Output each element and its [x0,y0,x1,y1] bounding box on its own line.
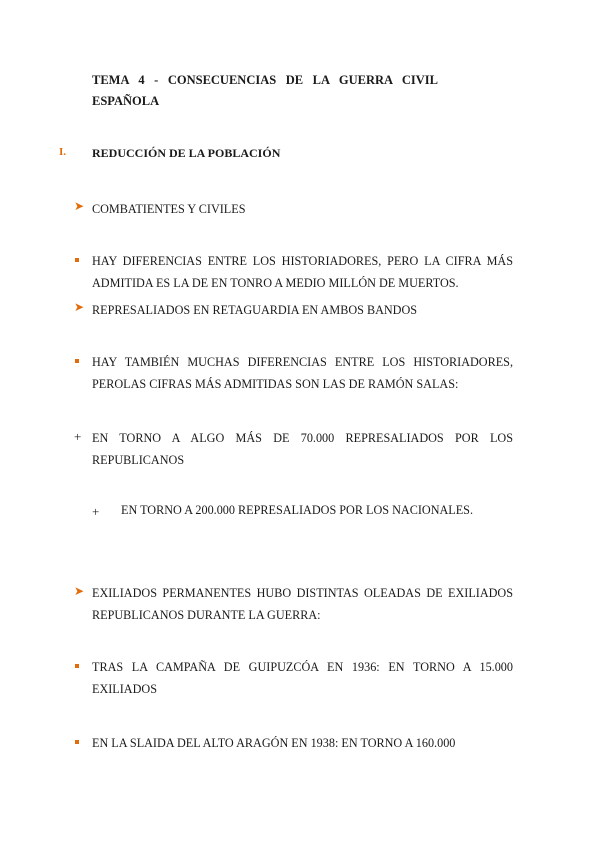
item-historiadores-1 [92,251,513,294]
document-title [92,70,452,112]
item-exiliados [92,583,513,626]
square-bullet-icon [75,664,79,668]
arrow-bullet-icon: ➤ [74,199,85,213]
item-alto-aragon: EN LA SLAIDA DEL ALTO ARAGÓN EN 1938: EN TORNO A 160.000 [92,736,456,750]
paragraph-line: REPUBLICANOS [92,452,185,467]
paragraph-line: HAY DIFERENCIAS ENTRE LOS HISTORIADORES, PERO LA CIFRA MÁS [92,254,513,268]
paragraph-line: REPUBLICANOS DURANTE LA GUERRA: [92,607,321,622]
square-bullet-icon [75,359,79,363]
item-guipuzcoa [92,657,513,700]
paragraph-line: HAY TAMBIÉN MUCHAS DIFERENCIAS ENTRE LOS HISTORIADORES, [92,355,513,369]
item-nacionales: EN TORNO A 200.000 REPRESALIADOS POR LOS NACIONALES. [121,503,474,517]
paragraph-line: EXILIADOS [92,681,157,696]
item-represaliados: REPRESALIADOS EN RETAGUARDIA EN AMBOS BANDOS [92,303,418,317]
paragraph-line: TRAS LA CAMPAÑA DE GUIPUZCÓA EN 1936: EN TORNO A 15.000 [92,660,513,674]
paragraph-line: PEROLAS CIFRAS MÁS ADMITIDAS SON LAS DE RAMÓN SALAS: [92,376,459,391]
section-heading: REDUCCIÓN DE LA POBLACIÓN [92,146,281,160]
title-line-1: TEMA 4 - CONSECUENCIAS DE LA GUERRA CIVIL [92,73,438,87]
item-combatientes: COMBATIENTES Y CIVILES [92,202,246,216]
item-republicanos [92,428,513,471]
square-bullet-icon [75,258,79,262]
paragraph-line: EN TORNO A ALGO MÁS DE 70.000 REPRESALIADOS POR LOS [92,431,513,445]
item-historiadores-2 [92,352,513,395]
paragraph-line: EXILIADOS PERMANENTES HUBO DISTINTAS OLEADAS DE EXILIADOS [92,586,513,600]
arrow-bullet-icon: ➤ [74,584,85,598]
plus-bullet-icon: + [92,504,100,519]
arrow-bullet-icon: ➤ [74,300,85,314]
title-line-2: ESPAÑOLA [92,94,160,108]
section-number: I. [59,146,67,158]
paragraph-line: ADMITIDA ES LA DE EN TONRO A MEDIO MILLÓN DE MUERTOS. [92,275,459,290]
plus-bullet-icon: + [74,429,82,444]
square-bullet-icon [75,740,79,744]
